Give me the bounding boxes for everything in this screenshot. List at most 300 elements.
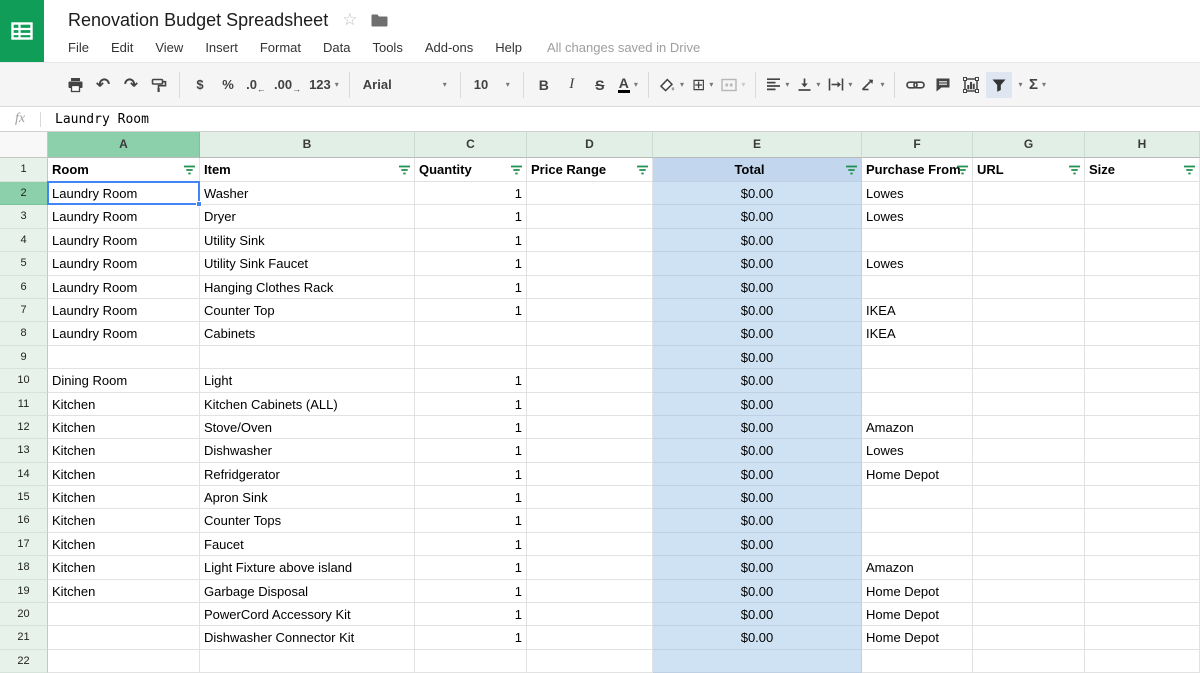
column-header-H[interactable]: H — [1085, 132, 1200, 158]
paint-format-button[interactable] — [146, 72, 172, 98]
cell-G13[interactable] — [973, 439, 1085, 462]
star-icon[interactable]: ☆ — [342, 10, 358, 29]
cell-E2[interactable]: $0.00 — [653, 182, 862, 205]
menu-insert[interactable]: Insert — [205, 39, 238, 55]
row-header-11[interactable]: 11 — [0, 393, 48, 416]
cell-E22[interactable] — [653, 650, 862, 673]
cell-A11[interactable]: Kitchen — [48, 393, 200, 416]
row-header-13[interactable]: 13 — [0, 439, 48, 462]
column-filter-icon[interactable] — [1183, 164, 1196, 176]
header-cell-G1[interactable] — [973, 158, 1085, 182]
row-header-10[interactable]: 10 — [0, 369, 48, 392]
cell-B15[interactable]: Apron Sink — [200, 486, 415, 509]
cell-E7[interactable]: $0.00 — [653, 299, 862, 322]
fx-icon: fx — [14, 111, 26, 126]
cell-H2[interactable] — [1085, 182, 1200, 205]
cell-E12[interactable]: $0.00 — [653, 416, 862, 439]
sheets-logo-icon[interactable] — [0, 0, 44, 62]
chevron-down-icon: ▾ — [633, 80, 638, 89]
table-row — [0, 205, 1200, 228]
cell-F7[interactable]: IKEA — [862, 299, 973, 322]
cell-E13[interactable]: $0.00 — [653, 439, 862, 462]
cell-D21[interactable] — [527, 626, 653, 649]
cell-F19[interactable]: Home Depot — [862, 580, 973, 603]
cell-C5[interactable]: 1 — [415, 252, 527, 275]
menu-file[interactable]: File — [68, 39, 89, 55]
cell-H12[interactable] — [1085, 416, 1200, 439]
header-cell-A1[interactable] — [48, 158, 200, 182]
cell-D14[interactable] — [527, 463, 653, 486]
cell-A7[interactable]: Laundry Room — [48, 299, 200, 322]
cell-F3[interactable]: Lowes — [862, 205, 973, 228]
row-header-22[interactable]: 22 — [0, 650, 48, 673]
spreadsheet-grid — [0, 132, 1200, 673]
cell-F6[interactable] — [862, 276, 973, 299]
column-filter-icon[interactable] — [510, 164, 523, 176]
text-wrap-button[interactable] — [825, 72, 855, 98]
column-header-B[interactable]: B — [200, 132, 415, 158]
cell-H7[interactable] — [1085, 299, 1200, 322]
italic-button[interactable]: I — [559, 72, 585, 98]
cell-C11[interactable]: 1 — [415, 393, 527, 416]
cell-C10[interactable]: 1 — [415, 369, 527, 392]
cell-B11[interactable]: Kitchen Cabinets (ALL) — [200, 393, 415, 416]
cell-F8[interactable]: IKEA — [862, 322, 973, 345]
row-header-2[interactable]: 2 — [0, 182, 48, 205]
cell-C15[interactable]: 1 — [415, 486, 527, 509]
cell-C13[interactable]: 1 — [415, 439, 527, 462]
menu-view[interactable]: View — [155, 39, 184, 55]
text-wrap-icon — [828, 77, 844, 92]
cell-H17[interactable] — [1085, 533, 1200, 556]
cell-D19[interactable] — [527, 580, 653, 603]
cell-G10[interactable] — [973, 369, 1085, 392]
merge-cells-button[interactable] — [718, 72, 748, 98]
column-header-D[interactable]: D — [527, 132, 653, 158]
cell-F5[interactable]: Lowes — [862, 252, 973, 275]
chevron-down-icon: ▾ — [505, 80, 510, 89]
cell-G21[interactable] — [973, 626, 1085, 649]
number-format-button[interactable]: 123 ▾ — [306, 72, 342, 98]
cell-D17[interactable] — [527, 533, 653, 556]
cell-A8[interactable]: Laundry Room — [48, 322, 200, 345]
cell-H5[interactable] — [1085, 252, 1200, 275]
cell-F13[interactable]: Lowes — [862, 439, 973, 462]
row-header-14[interactable]: 14 — [0, 463, 48, 486]
cell-C12[interactable]: 1 — [415, 416, 527, 439]
column-filter-icon[interactable] — [845, 164, 858, 176]
borders-icon: ⊞ — [691, 76, 706, 94]
menu-add-ons[interactable]: Add-ons — [424, 39, 474, 55]
column-title: Price Range — [531, 162, 607, 177]
increase-decimal-button[interactable]: .00 → — [271, 72, 304, 98]
cell-E9[interactable]: $0.00 — [653, 346, 862, 369]
column-filter-icon[interactable] — [398, 164, 411, 176]
cell-B10[interactable]: Light — [200, 369, 415, 392]
cell-B22[interactable] — [200, 650, 415, 673]
cell-H22[interactable] — [1085, 650, 1200, 673]
cell-A17[interactable]: Kitchen — [48, 533, 200, 556]
cell-G16[interactable] — [973, 509, 1085, 532]
cell-H6[interactable] — [1085, 276, 1200, 299]
cell-A20[interactable] — [48, 603, 200, 626]
table-row — [0, 603, 1200, 626]
row-header-1[interactable]: 1 — [0, 158, 48, 182]
cell-G6[interactable] — [973, 276, 1085, 299]
chevron-down-icon: ▾ — [442, 80, 447, 89]
cell-H4[interactable] — [1085, 229, 1200, 252]
cell-B12[interactable]: Stove/Oven — [200, 416, 415, 439]
cell-G3[interactable] — [973, 205, 1085, 228]
functions-button[interactable] — [1024, 72, 1050, 98]
cell-G7[interactable] — [973, 299, 1085, 322]
cell-D2[interactable] — [527, 182, 653, 205]
filter-funnel-icon — [991, 78, 1007, 92]
cell-G18[interactable] — [973, 556, 1085, 579]
cell-B13[interactable]: Dishwasher — [200, 439, 415, 462]
menu-bar — [57, 34, 533, 60]
cell-H13[interactable] — [1085, 439, 1200, 462]
cell-D6[interactable] — [527, 276, 653, 299]
cell-F16[interactable] — [862, 509, 973, 532]
cell-B14[interactable]: Refridgerator — [200, 463, 415, 486]
cell-B16[interactable]: Counter Tops — [200, 509, 415, 532]
column-title: Size — [1089, 162, 1116, 177]
cell-F15[interactable] — [862, 486, 973, 509]
cell-F2[interactable]: Lowes — [862, 182, 973, 205]
cell-E17[interactable]: $0.00 — [653, 533, 862, 556]
header-cell-E1[interactable] — [653, 158, 862, 182]
cell-A12[interactable]: Kitchen — [48, 416, 200, 439]
cell-B5[interactable]: Utility Sink Faucet — [200, 252, 415, 275]
chevron-down-icon: ▾ — [1041, 80, 1046, 89]
paint-roller-icon — [151, 77, 167, 93]
format-percent-button[interactable]: % — [215, 72, 241, 98]
cell-F12[interactable]: Amazon — [862, 416, 973, 439]
chevron-down-icon: ▾ — [1018, 80, 1023, 89]
cell-G15[interactable] — [973, 486, 1085, 509]
cell-D18[interactable] — [527, 556, 653, 579]
undo-button[interactable]: ↶ — [90, 72, 116, 98]
cell-D9[interactable] — [527, 346, 653, 369]
cell-F9[interactable] — [862, 346, 973, 369]
table-row — [0, 393, 1200, 416]
table-row — [0, 416, 1200, 439]
table-row — [0, 556, 1200, 579]
cell-F17[interactable] — [862, 533, 973, 556]
cell-C6[interactable]: 1 — [415, 276, 527, 299]
table-row — [0, 463, 1200, 486]
cell-G8[interactable] — [973, 322, 1085, 345]
font-family-select[interactable]: Arial ▾ — [362, 77, 447, 92]
menu-edit[interactable]: Edit — [110, 39, 134, 55]
cell-A9[interactable] — [48, 346, 200, 369]
cell-E19[interactable]: $0.00 — [653, 580, 862, 603]
row-header-19[interactable]: 19 — [0, 580, 48, 603]
cell-E18[interactable]: $0.00 — [653, 556, 862, 579]
row-header-18[interactable]: 18 — [0, 556, 48, 579]
insert-link-button[interactable] — [902, 72, 928, 98]
cell-A15[interactable]: Kitchen — [48, 486, 200, 509]
cell-E20[interactable]: $0.00 — [653, 603, 862, 626]
horizontal-align-button[interactable] — [763, 72, 792, 98]
cell-G2[interactable] — [973, 182, 1085, 205]
cell-D4[interactable] — [527, 229, 653, 252]
cell-A2[interactable]: Laundry Room — [48, 182, 200, 205]
cell-A3[interactable]: Laundry Room — [48, 205, 200, 228]
row-header-16[interactable]: 16 — [0, 509, 48, 532]
chevron-down-icon: ▾ — [848, 80, 853, 89]
cell-D20[interactable] — [527, 603, 653, 626]
table-row — [0, 533, 1200, 556]
move-to-folder-icon[interactable] — [371, 14, 388, 27]
font-size-select[interactable]: 10 ▾ — [473, 77, 510, 92]
merge-cells-icon — [721, 78, 737, 92]
cell-A14[interactable]: Kitchen — [48, 463, 200, 486]
cell-F22[interactable] — [862, 650, 973, 673]
chevron-down-icon: ▾ — [741, 80, 746, 89]
menu-data[interactable]: Data — [323, 39, 351, 55]
print-button[interactable] — [62, 72, 88, 98]
column-title: Room — [52, 162, 89, 177]
cell-A5[interactable]: Laundry Room — [48, 252, 200, 275]
cell-D7[interactable] — [527, 299, 653, 322]
cell-G4[interactable] — [973, 229, 1085, 252]
row-header-17[interactable]: 17 — [0, 533, 48, 556]
printer-icon — [67, 77, 84, 93]
cell-C2[interactable]: 1 — [415, 182, 527, 205]
cell-H10[interactable] — [1085, 369, 1200, 392]
chevron-down-icon: ▾ — [679, 80, 684, 89]
cell-G11[interactable] — [973, 393, 1085, 416]
cell-G17[interactable] — [973, 533, 1085, 556]
cell-F11[interactable] — [862, 393, 973, 416]
column-title: Total — [734, 162, 765, 177]
menu-tools[interactable]: Tools — [372, 39, 403, 55]
cell-B8[interactable]: Cabinets — [200, 322, 415, 345]
strikethrough-button[interactable]: S — [587, 72, 613, 98]
cell-H21[interactable] — [1085, 626, 1200, 649]
cell-A6[interactable]: Laundry Room — [48, 276, 200, 299]
row-header-21[interactable]: 21 — [0, 626, 48, 649]
cell-A13[interactable]: Kitchen — [48, 439, 200, 462]
cell-E10[interactable]: $0.00 — [653, 369, 862, 392]
formula-input[interactable]: Laundry Room — [55, 111, 149, 127]
cell-B17[interactable]: Faucet — [200, 533, 415, 556]
column-header-F[interactable]: F — [862, 132, 973, 158]
cell-D16[interactable] — [527, 509, 653, 532]
cell-E21[interactable]: $0.00 — [653, 626, 862, 649]
cell-G5[interactable] — [973, 252, 1085, 275]
cell-H8[interactable] — [1085, 322, 1200, 345]
header-cell-C1[interactable] — [415, 158, 527, 182]
cell-E14[interactable]: $0.00 — [653, 463, 862, 486]
cell-B6[interactable]: Hanging Clothes Rack — [200, 276, 415, 299]
cell-C18[interactable]: 1 — [415, 556, 527, 579]
cell-E3[interactable]: $0.00 — [653, 205, 862, 228]
row-header-12[interactable]: 12 — [0, 416, 48, 439]
cell-C8[interactable] — [415, 322, 527, 345]
cell-F4[interactable] — [862, 229, 973, 252]
borders-button[interactable] — [689, 72, 716, 98]
column-title: Purchase From — [866, 162, 961, 177]
cell-B21[interactable]: Dishwasher Connector Kit — [200, 626, 415, 649]
column-header-row — [0, 132, 1200, 158]
insert-comment-button[interactable] — [930, 72, 956, 98]
column-title: Item — [204, 162, 231, 177]
row-header-15[interactable]: 15 — [0, 486, 48, 509]
cell-F20[interactable]: Home Depot — [862, 603, 973, 626]
cell-D12[interactable] — [527, 416, 653, 439]
menu-format[interactable]: Format — [259, 39, 301, 55]
cell-E8[interactable]: $0.00 — [653, 322, 862, 345]
row-header-20[interactable]: 20 — [0, 603, 48, 626]
row-header-5[interactable]: 5 — [0, 252, 48, 275]
insert-chart-button[interactable] — [958, 72, 984, 98]
header-cell-B1[interactable] — [200, 158, 415, 182]
cell-F10[interactable] — [862, 369, 973, 392]
cell-H14[interactable] — [1085, 463, 1200, 486]
cell-A19[interactable]: Kitchen — [48, 580, 200, 603]
cell-E16[interactable]: $0.00 — [653, 509, 862, 532]
cell-B4[interactable]: Utility Sink — [200, 229, 415, 252]
row-header-8[interactable]: 8 — [0, 322, 48, 345]
table-row — [0, 276, 1200, 299]
align-left-icon — [766, 77, 781, 92]
cell-E11[interactable]: $0.00 — [653, 393, 862, 416]
column-header-C[interactable]: C — [415, 132, 527, 158]
filter-button[interactable] — [986, 72, 1012, 98]
header-cell-F1[interactable] — [862, 158, 973, 182]
cell-C22[interactable] — [415, 650, 527, 673]
row-header-7[interactable]: 7 — [0, 299, 48, 322]
text-rotation-button[interactable] — [857, 72, 887, 98]
cell-C16[interactable]: 1 — [415, 509, 527, 532]
cell-D22[interactable] — [527, 650, 653, 673]
column-filter-icon[interactable] — [636, 164, 649, 176]
column-filter-icon[interactable] — [1068, 164, 1081, 176]
cell-E5[interactable]: $0.00 — [653, 252, 862, 275]
cell-F14[interactable]: Home Depot — [862, 463, 973, 486]
cell-D11[interactable] — [527, 393, 653, 416]
cell-F21[interactable]: Home Depot — [862, 626, 973, 649]
column-filter-icon[interactable] — [956, 164, 969, 176]
cell-C7[interactable]: 1 — [415, 299, 527, 322]
cell-G20[interactable] — [973, 603, 1085, 626]
comment-icon — [935, 77, 951, 92]
toolbar — [0, 62, 1200, 107]
cell-D13[interactable] — [527, 439, 653, 462]
row-header-4[interactable]: 4 — [0, 229, 48, 252]
cell-C9[interactable] — [415, 346, 527, 369]
cell-A18[interactable]: Kitchen — [48, 556, 200, 579]
cell-C17[interactable]: 1 — [415, 533, 527, 556]
cell-H15[interactable] — [1085, 486, 1200, 509]
cell-H19[interactable] — [1085, 580, 1200, 603]
document-title[interactable]: Renovation Budget Spreadsheet — [68, 9, 329, 30]
table-row — [0, 486, 1200, 509]
cell-H18[interactable] — [1085, 556, 1200, 579]
table-row — [0, 346, 1200, 369]
bold-button[interactable]: B — [531, 72, 557, 98]
cell-D5[interactable] — [527, 252, 653, 275]
chart-icon — [963, 77, 979, 93]
table-row — [0, 299, 1200, 322]
cell-H20[interactable] — [1085, 603, 1200, 626]
cell-B19[interactable]: Garbage Disposal — [200, 580, 415, 603]
fill-color-button[interactable] — [656, 72, 687, 98]
cell-E4[interactable]: $0.00 — [653, 229, 862, 252]
cell-B20[interactable]: PowerCord Accessory Kit — [200, 603, 415, 626]
cell-G19[interactable] — [973, 580, 1085, 603]
cell-D10[interactable] — [527, 369, 653, 392]
cell-A4[interactable]: Laundry Room — [48, 229, 200, 252]
cell-A21[interactable] — [48, 626, 200, 649]
chevron-down-icon: ▾ — [709, 80, 714, 89]
column-header-A[interactable]: A — [48, 132, 200, 158]
header-cell-H1[interactable] — [1085, 158, 1200, 182]
vertical-align-bottom-icon — [797, 77, 812, 92]
row-header-3[interactable]: 3 — [0, 205, 48, 228]
text-color-button[interactable]: A ▾ — [615, 72, 641, 98]
cell-C3[interactable]: 1 — [415, 205, 527, 228]
cell-A10[interactable]: Dining Room — [48, 369, 200, 392]
cell-G22[interactable] — [973, 650, 1085, 673]
column-header-E[interactable]: E — [653, 132, 862, 158]
cell-H16[interactable] — [1085, 509, 1200, 532]
cell-C20[interactable]: 1 — [415, 603, 527, 626]
cell-B2[interactable]: Washer — [200, 182, 415, 205]
cell-D3[interactable] — [527, 205, 653, 228]
cell-C14[interactable]: 1 — [415, 463, 527, 486]
cell-B7[interactable]: Counter Top — [200, 299, 415, 322]
row-header-6[interactable]: 6 — [0, 276, 48, 299]
decrease-decimal-button[interactable]: .0 ← — [243, 72, 269, 98]
cell-G12[interactable] — [973, 416, 1085, 439]
redo-button[interactable]: ↷ — [118, 72, 144, 98]
cell-E6[interactable]: $0.00 — [653, 276, 862, 299]
row-header-9[interactable]: 9 — [0, 346, 48, 369]
column-filter-icon[interactable] — [183, 164, 196, 176]
cell-A16[interactable]: Kitchen — [48, 509, 200, 532]
cell-H9[interactable] — [1085, 346, 1200, 369]
cell-E15[interactable]: $0.00 — [653, 486, 862, 509]
cell-D15[interactable] — [527, 486, 653, 509]
cell-C21[interactable]: 1 — [415, 626, 527, 649]
cell-B18[interactable]: Light Fixture above island — [200, 556, 415, 579]
cell-F18[interactable]: Amazon — [862, 556, 973, 579]
column-title: Quantity — [419, 162, 472, 177]
table-row — [0, 182, 1200, 205]
cell-A22[interactable] — [48, 650, 200, 673]
cell-H11[interactable] — [1085, 393, 1200, 416]
cell-G9[interactable] — [973, 346, 1085, 369]
menu-help[interactable]: Help — [495, 39, 522, 55]
cell-C19[interactable]: 1 — [415, 580, 527, 603]
cell-G14[interactable] — [973, 463, 1085, 486]
format-currency-button[interactable]: $ — [187, 72, 213, 98]
cell-H3[interactable] — [1085, 205, 1200, 228]
cell-B3[interactable]: Dryer — [200, 205, 415, 228]
column-header-G[interactable]: G — [973, 132, 1085, 158]
header-cell-D1[interactable] — [527, 158, 653, 182]
cell-C4[interactable]: 1 — [415, 229, 527, 252]
title-bar — [0, 0, 1200, 62]
cell-B9[interactable] — [200, 346, 415, 369]
select-all-corner[interactable] — [0, 132, 48, 158]
cell-D8[interactable] — [527, 322, 653, 345]
vertical-align-button[interactable] — [794, 72, 823, 98]
